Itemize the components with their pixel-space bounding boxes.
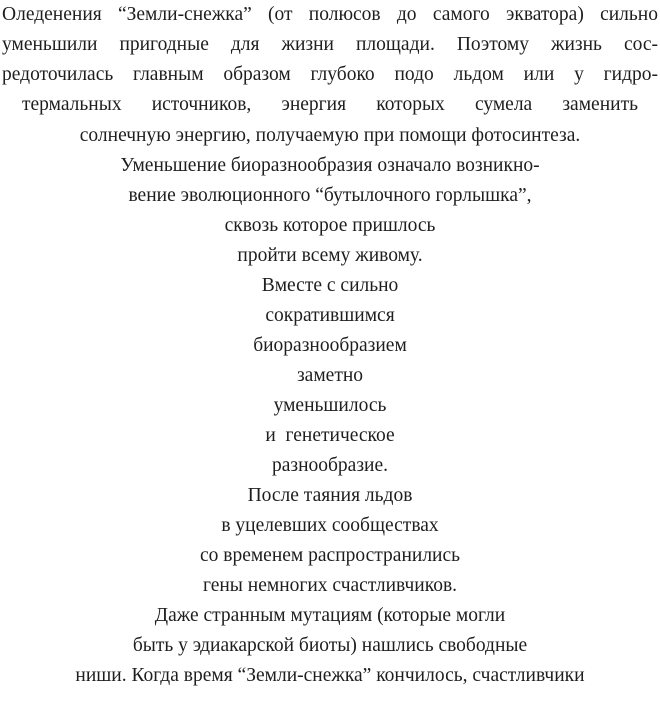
text-line-15: и генетическое — [265, 425, 395, 446]
text-line-2: уменьшили пригодные для жизни площади. Поэтому жизнь сос- — [2, 34, 658, 55]
text-line-20: гены немногих счастливчиков. — [202, 575, 458, 596]
text-line-11: сократившимся — [265, 305, 395, 326]
text-line-24 — [0, 691, 660, 702]
text-line-13: заметно — [296, 365, 364, 386]
text-line-1: Оледенения “Земли-снежка” (от полюсов до самого экватора) сильно — [2, 4, 658, 25]
text-line-4: термальных источников, энергия которых сумела заменить — [22, 94, 638, 115]
text-line-3: редоточилась главным образом глубоко подо льдом или у гидро- — [2, 64, 658, 85]
text-line-10: Вместе с сильно — [261, 275, 399, 296]
text-line-8: сквозь которое пришлось — [224, 215, 436, 236]
text-line-17: После таяния льдов — [247, 485, 413, 506]
text-line-23: ниши. Когда время “Земли-снежка” кончилось, счастливчики — [75, 665, 585, 686]
text-line-18: в уцелевших сообществах — [221, 515, 439, 536]
text-line-16: разнообразие. — [271, 455, 389, 476]
text-line-21: Даже странным мутациям (которые могли — [154, 605, 506, 626]
text-line-7: вение эволюционного “бутылочного горлышка”, — [128, 185, 532, 206]
text-line-5: солнечную энергию, получаемую при помощи фотосинтеза. — [79, 125, 581, 146]
text-line-6: Уменьшение биоразнообразия означало возникно- — [120, 155, 540, 176]
text-line-9: пройти всему живому. — [237, 245, 423, 266]
text-line-14: уменьшилось — [273, 395, 387, 416]
text-line-22: быть у эдиакарской биоты) нашлись свободные — [132, 635, 528, 656]
text-line-12: биоразнообразием — [253, 335, 407, 356]
text-line-19: со временем распространились — [199, 545, 461, 566]
